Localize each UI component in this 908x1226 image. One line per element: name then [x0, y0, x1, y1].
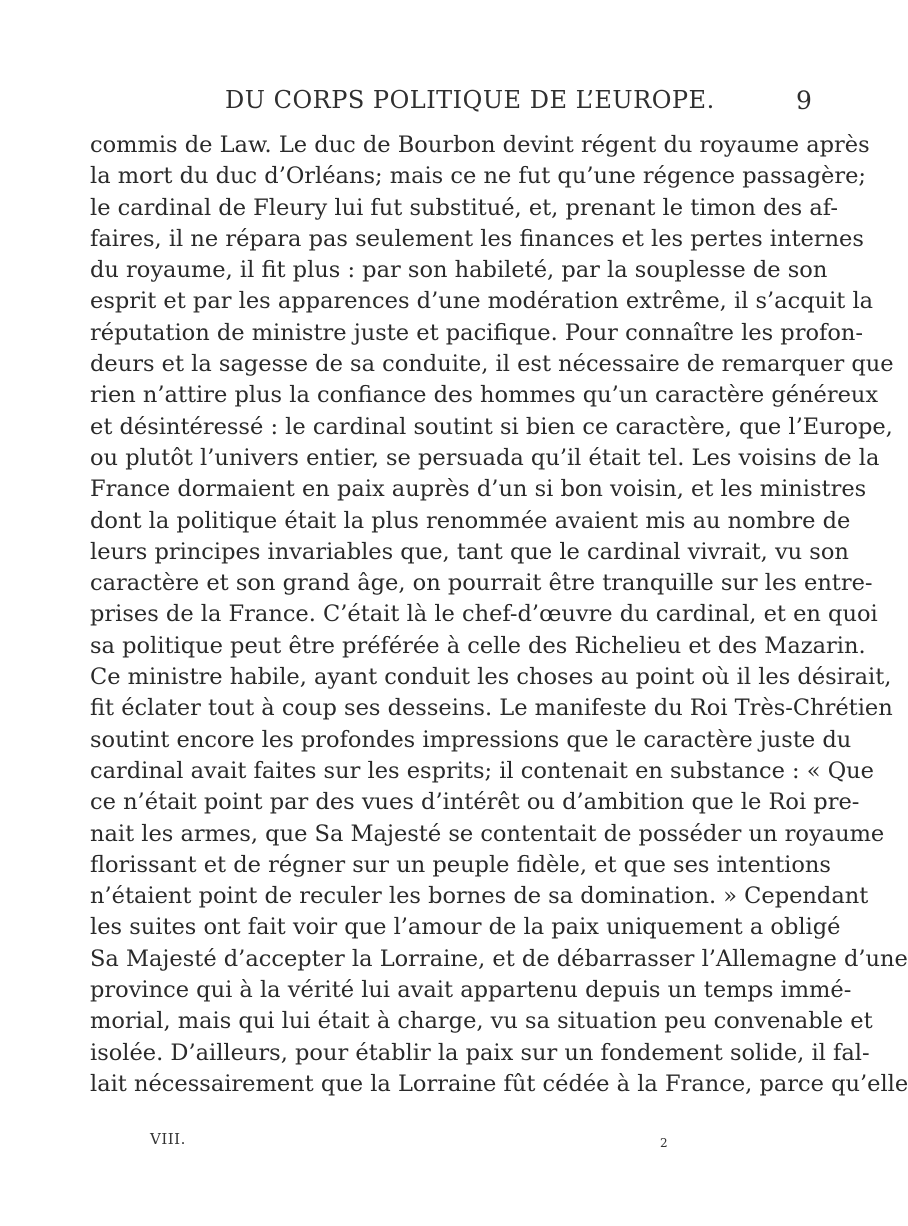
text-line: cardinal avait faites sur les esprits; il contenait en substance : « Que	[90, 757, 874, 784]
text-line: rien n’attire plus la confiance des hommes qu’un caractère généreux	[90, 382, 879, 409]
text-line: faires, il ne répara pas seulement les finances et les pertes internes	[90, 225, 864, 252]
text-line: fit éclater tout à coup ses desseins. Le manifeste du Roi Très-Chrétien	[90, 695, 893, 722]
text-line: nait les armes, que Sa Majesté se contentait de posséder un royaume	[90, 820, 885, 847]
text-line: prises de la France. C’était là le chef-d’œuvre du cardinal, et en quoi	[90, 601, 878, 628]
text-line: deurs et la sagesse de sa conduite, il est nécessaire de remarquer que	[90, 351, 894, 378]
text-line: du royaume, il fit plus : par son habileté, par la souplesse de son	[90, 257, 828, 284]
text-line: la mort du duc d’Orléans; mais ce ne fut qu’une régence passagère;	[90, 163, 866, 190]
text-line: Sa Majesté d’accepter la Lorraine, et de débarrasser l’Allemagne d’une	[90, 945, 908, 972]
text-line: Ce ministre habile, ayant conduit les choses au point où il les désirait,	[90, 664, 892, 691]
text-line: France dormaient en paix auprès d’un si bon voisin, et les ministres	[90, 476, 867, 503]
running-head	[0, 86, 900, 120]
text-line: les suites ont fait voir que l’amour de la paix uniquement a obligé	[90, 914, 841, 941]
text-line: n’étaient point de reculer les bornes de sa domination. » Cependant	[90, 883, 869, 910]
text-line: réputation de ministre juste et pacifique. Pour connaître les profon-	[90, 319, 863, 346]
volume-signature: VIII.	[150, 1130, 186, 1148]
text-line: isolée. D’ailleurs, pour établir la paix sur un fondement solide, il fal-	[90, 1039, 870, 1066]
text-line: province qui à la vérité lui avait appartenu depuis un temps immé-	[90, 977, 852, 1004]
text-line: sa politique peut être préférée à celle des Richelieu et des Mazarin.	[90, 632, 866, 659]
text-line: ce n’était point par des vues d’intérêt ou d’ambition que le Roi pre-	[90, 789, 860, 816]
text-line: ou plutôt l’univers entier, se persuada qu’il était tel. Les voisins de la	[90, 444, 880, 471]
text-line: et désintéressé : le cardinal soutint si bien ce caractère, que l’Europe,	[90, 413, 893, 440]
page-number: 9	[796, 86, 812, 115]
text-line: esprit et par les apparences d’une modération extrême, il s’acquit la	[90, 288, 874, 315]
sheet-number: 2	[660, 1136, 668, 1150]
running-title: DU CORPS POLITIQUE DE L’EUROPE.	[225, 86, 715, 114]
text-line: le cardinal de Fleury lui fut substitué, et, prenant le timon des af-	[90, 194, 838, 221]
text-line: florissant et de régner sur un peuple fidèle, et que ses intentions	[90, 851, 831, 878]
text-line: commis de Law. Le duc de Bourbon devint régent du royaume après	[90, 132, 870, 158]
text-line: lait nécessairement que la Lorraine fût cédée à la France, parce qu’elle	[90, 1070, 908, 1097]
body-text	[90, 130, 908, 1100]
text-line: leurs principes invariables que, tant que le cardinal vivrait, vu son	[90, 538, 849, 565]
text-line: soutint encore les profondes impressions que le caractère juste du	[90, 726, 852, 753]
text-line: dont la politique était la plus renommée avaient mis au nombre de	[90, 507, 851, 534]
text-line: morial, mais qui lui était à charge, vu sa situation peu convenable et	[90, 1008, 873, 1035]
text-line: caractère et son grand âge, on pourrait être tranquille sur les entre-	[90, 570, 873, 597]
